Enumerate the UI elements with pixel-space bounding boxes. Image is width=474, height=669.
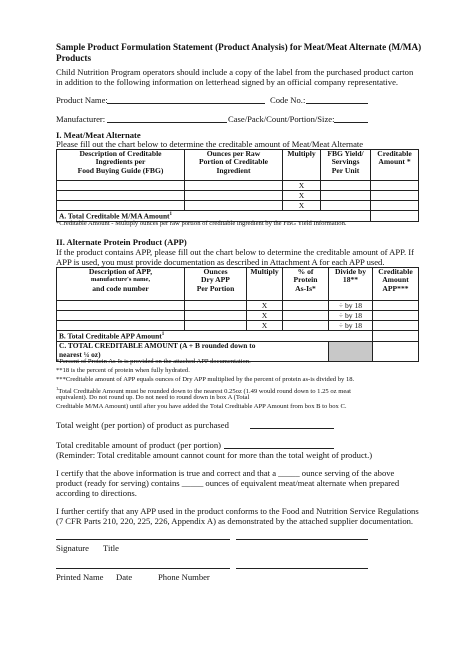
table-row — [57, 301, 419, 311]
mma-cell-amount[interactable] — [371, 181, 419, 191]
app-cell-divide: ÷ by 18 — [329, 311, 373, 321]
mma-cell-multiply: X — [283, 191, 321, 201]
mma-cell-amount[interactable] — [371, 201, 419, 211]
certify1-line-3: according to directions. — [56, 488, 137, 498]
mma-total-value[interactable] — [371, 211, 419, 222]
app-cell-description[interactable] — [57, 311, 185, 321]
mma-total-label: A. Total Creditable M/MA Amount$^1$ — [57, 211, 371, 222]
app-total-c-blank — [373, 342, 419, 362]
mma-cell-description[interactable] — [57, 191, 185, 201]
mma-cell-ounces[interactable] — [185, 191, 283, 201]
app-header-divide: Divide by 18** — [329, 268, 373, 301]
app-cell-amount[interactable] — [373, 301, 419, 311]
total-weight-label: Total weight (per portion) of product as purchased — [56, 420, 229, 430]
total-credit-label: Total creditable amount of product (per portion) — [56, 440, 222, 450]
mma-cell-amount[interactable] — [371, 191, 419, 201]
app-footnote-4: $^1$Total Creditable Amount must be rounded down to the nearest 0.25oz (1.49 would round down to 1.25 oz meat — [56, 386, 352, 396]
app-header-multiply: Multiply — [247, 268, 283, 301]
app-cell-multiply: X — [247, 311, 283, 321]
manufacturer-field[interactable] — [107, 122, 227, 123]
certify2-line-1: I further certify that any APP used in the product conforms to the Food and Nutrition Service Regulations — [56, 506, 419, 516]
app-cell-amount[interactable] — [373, 321, 419, 331]
app-cell-protein[interactable] — [283, 301, 329, 311]
mma-header-ounces: Ounces per Raw Portion of Creditable Ingredient — [185, 150, 283, 181]
table-row — [57, 321, 419, 331]
total-credit-field[interactable] — [224, 448, 334, 449]
app-header-protein: % of Protein As-Is* — [283, 268, 329, 301]
app-footnote-3: ***Creditable amount of APP equals ounces of Dry APP multiplied by the percent of protein as-is divided by 18. — [56, 376, 355, 383]
case-pack-label: Case/Pack/Count/Portion/Size: — [228, 114, 335, 124]
phone-label: Phone Number — [158, 572, 210, 582]
app-cell-multiply: X — [247, 321, 283, 331]
app-cell-amount[interactable] — [373, 311, 419, 321]
app-table — [56, 267, 419, 362]
section1-footnote: *Creditable Amount - Multiply ounces per raw portion of creditable ingredient by the FBG Yield Information. — [56, 220, 347, 227]
mma-header-row — [57, 150, 419, 181]
app-cell-ounces[interactable] — [185, 311, 247, 321]
app-cell-description[interactable] — [57, 321, 185, 331]
code-no-field[interactable] — [306, 103, 368, 104]
app-cell-divide: ÷ by 18 — [329, 321, 373, 331]
manufacturer-label: Manufacturer: — [56, 114, 106, 124]
mma-cell-fbg[interactable] — [321, 191, 371, 201]
app-header-description: Description of APP, manufacture's name, and code number — [57, 268, 185, 301]
app-total-b-value[interactable] — [373, 331, 419, 342]
section2-instruction-1: If the product contains APP, please fill out the chart below to determine the creditable amount of APP. If — [56, 247, 414, 257]
app-footnote-2: **18 is the percent of protein when fully hydrated. — [56, 367, 190, 374]
title-label: Title — [103, 543, 119, 553]
table-row — [57, 181, 419, 191]
app-total-c-value[interactable] — [329, 342, 373, 362]
app-total-b-label: B. Total Creditable APP Amount$^1$ — [57, 331, 373, 342]
printed-name-line[interactable] — [56, 568, 230, 569]
app-footnote-5: equivalent). Do not round up. Do not need to round down in box A (Total — [56, 394, 250, 401]
mma-cell-fbg[interactable] — [321, 181, 371, 191]
intro-line-2: in addition to the following information on letterhead signed by an official company representative. — [56, 77, 399, 87]
case-pack-field[interactable] — [334, 122, 368, 123]
app-cell-ounces[interactable] — [185, 321, 247, 331]
section2-heading: II. Alternate Protein Product (APP) — [56, 237, 187, 247]
intro-line-1: Child Nutrition Program operators should include a copy of the label from the purchased product carton — [56, 67, 414, 77]
mma-header-fbg-yield: FBG Yield/ Servings Per Unit — [321, 150, 371, 181]
section2-instruction-2: APP is used, you must provide documentation as described in Attachment A for each APP used. — [56, 257, 385, 267]
app-header-ounces: Ounces Dry APP Per Portion — [185, 268, 247, 301]
app-header-row — [57, 268, 419, 301]
certify2-line-2: (7 CFR Parts 210, 220, 225, 226, Appendix A) as demonstrated by the attached supplier documentation. — [56, 516, 414, 526]
date-phone-line[interactable] — [236, 568, 368, 569]
code-no-label: Code No.: — [270, 95, 306, 105]
total-weight-field[interactable] — [250, 428, 334, 429]
app-footnote-6: Creditable M/MA Amount) until after you have added the Total Creditable APP Amount from box B to box C. — [56, 403, 347, 410]
section1-heading: I. Meat/Meat Alternate — [56, 130, 141, 140]
app-cell-ounces[interactable] — [185, 301, 247, 311]
section1-instruction: Please fill out the chart below to determine the creditable amount of Meat/Meat Alternate — [56, 139, 364, 149]
app-cell-protein[interactable] — [283, 311, 329, 321]
mma-cell-fbg[interactable] — [321, 201, 371, 211]
signature-line[interactable] — [56, 539, 230, 540]
product-name-label: Product Name: — [56, 95, 108, 105]
mma-header-description: Description of Creditable Ingredients per Food Buying Guide (FBG) — [57, 150, 185, 181]
table-row — [57, 191, 419, 201]
app-cell-multiply: X — [247, 301, 283, 311]
app-cell-description[interactable] — [57, 301, 185, 311]
mma-cell-ounces[interactable] — [185, 201, 283, 211]
printed-name-label: Printed Name — [56, 572, 104, 582]
app-total-b-row — [57, 331, 419, 342]
mma-cell-multiply: X — [283, 201, 321, 211]
certify1-line-2: product (ready for serving) contains _____ ounces of equivalent meat/meat alternate when prepared — [56, 478, 400, 488]
app-footnote-1: *Percent of Protein As-Is is provided on the attached APP documentation. — [56, 358, 251, 365]
mma-table — [56, 149, 419, 222]
title-line[interactable] — [236, 539, 368, 540]
certify1-line-1: I certify that the above information is true and correct and that a _____ ounce serving of the above — [56, 468, 395, 478]
app-total-c-label: C. TOTAL CREDITABLE AMOUNT (A + B rounded down to nearest ¼ oz) — [57, 342, 329, 362]
mma-cell-multiply: X — [283, 181, 321, 191]
mma-header-creditable: Creditable Amount * — [371, 150, 419, 181]
mma-cell-ounces[interactable] — [185, 181, 283, 191]
app-cell-divide: ÷ by 18 — [329, 301, 373, 311]
app-cell-protein[interactable] — [283, 321, 329, 331]
mma-cell-description[interactable] — [57, 181, 185, 191]
date-label: Date — [116, 572, 133, 582]
table-row — [57, 201, 419, 211]
table-row — [57, 311, 419, 321]
mma-header-multiply: Multiply — [283, 150, 321, 181]
product-name-field[interactable] — [107, 103, 265, 104]
signature-label: Signature — [56, 543, 89, 553]
reminder-text: (Reminder: Total creditable amount cannot count for more than the total weight of product.) — [56, 450, 373, 460]
page-title: Sample Product Formulation Statement (Product Analysis) for Meat/Meat Alternate (M/MA) Products — [56, 42, 422, 63]
app-header-creditable: Creditable Amount APP*** — [373, 268, 419, 301]
mma-cell-description[interactable] — [57, 201, 185, 211]
